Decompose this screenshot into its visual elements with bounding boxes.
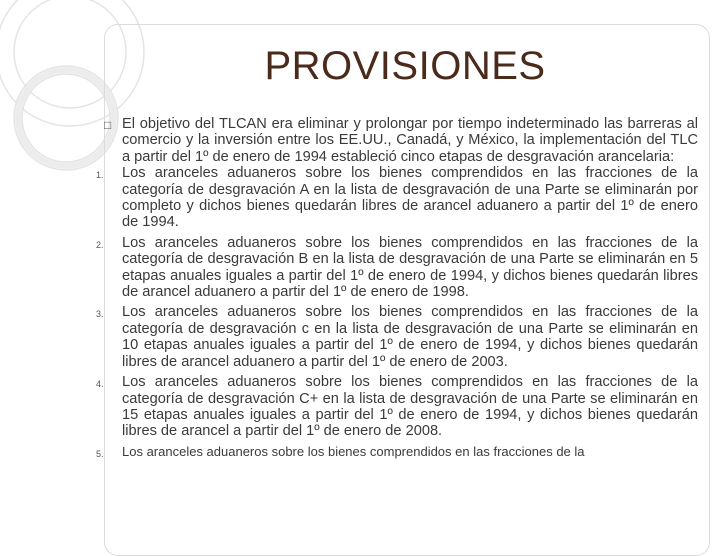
list-item (96, 235, 698, 301)
list-item-text: Los aranceles aduaneros sobre los bienes comprendidos en las fracciones de la categoría de desgravación c en la lista de desgravación de una Parte se eliminarán en 10 etapas anuales iguales a partir del 1º de enero de 1994, y dichos bienes quedarán libres de arancel aduanero a partir del 1º de enero de 2003. (122, 304, 698, 370)
list-number: 3. (96, 309, 104, 320)
list-item (96, 304, 698, 370)
list-number: 1. (96, 170, 104, 181)
list-number: 4. (96, 379, 104, 390)
bullet-icon: □ (104, 118, 112, 132)
slide-body (96, 116, 698, 462)
list-item-text: Los aranceles aduaneros sobre los bienes comprendidos en las fracciones de la categoría de desgravación C+ en la lista de desgravación de una Parte se eliminarán en 15 etapas anuales iguales a partir del 1º de enero de 1994, y dichos bienes quedarán libres de arancel a partir del 1º de enero de 2008. (122, 374, 698, 440)
list-number: 5. (96, 448, 104, 459)
list-item-text: Los aranceles aduaneros sobre los bienes comprendidos en las fracciones de la categoría de desgravación A en la lista de desgravación de una Parte se eliminarán por completo y dichos bienes quedarán libres de arancel aduanero a partir del 1º de enero de 1994. (122, 165, 698, 231)
intro-text: El objetivo del TLCAN era eliminar y prolongar por tiempo indeterminado las barreras al comercio y la inversión entre los EE.UU., Canadá, y México, la implementación del TLC a partir del 1º de enero de 1994 estableció cinco etapas de desgravación arancelaria: (122, 116, 698, 165)
list-item (96, 444, 698, 462)
list-item (96, 374, 698, 440)
intro-paragraph (96, 116, 698, 165)
list-item-text: Los aranceles aduaneros sobre los bienes comprendidos en las fracciones de la (122, 443, 585, 459)
list-item (96, 165, 698, 231)
list-item-text: Los aranceles aduaneros sobre los bienes comprendidos en las fracciones de la categoría de desgravación B en la lista de desgravación de una Parte se eliminarán en 5 etapas anuales iguales a partir del 1º de enero de 1994, y dichos bienes quedarán libres de arancel aduanero a partir del 1º de enero de 1998. (122, 234, 698, 301)
list-number: 2. (96, 239, 104, 250)
slide-title: PROVISIONES (264, 44, 546, 88)
